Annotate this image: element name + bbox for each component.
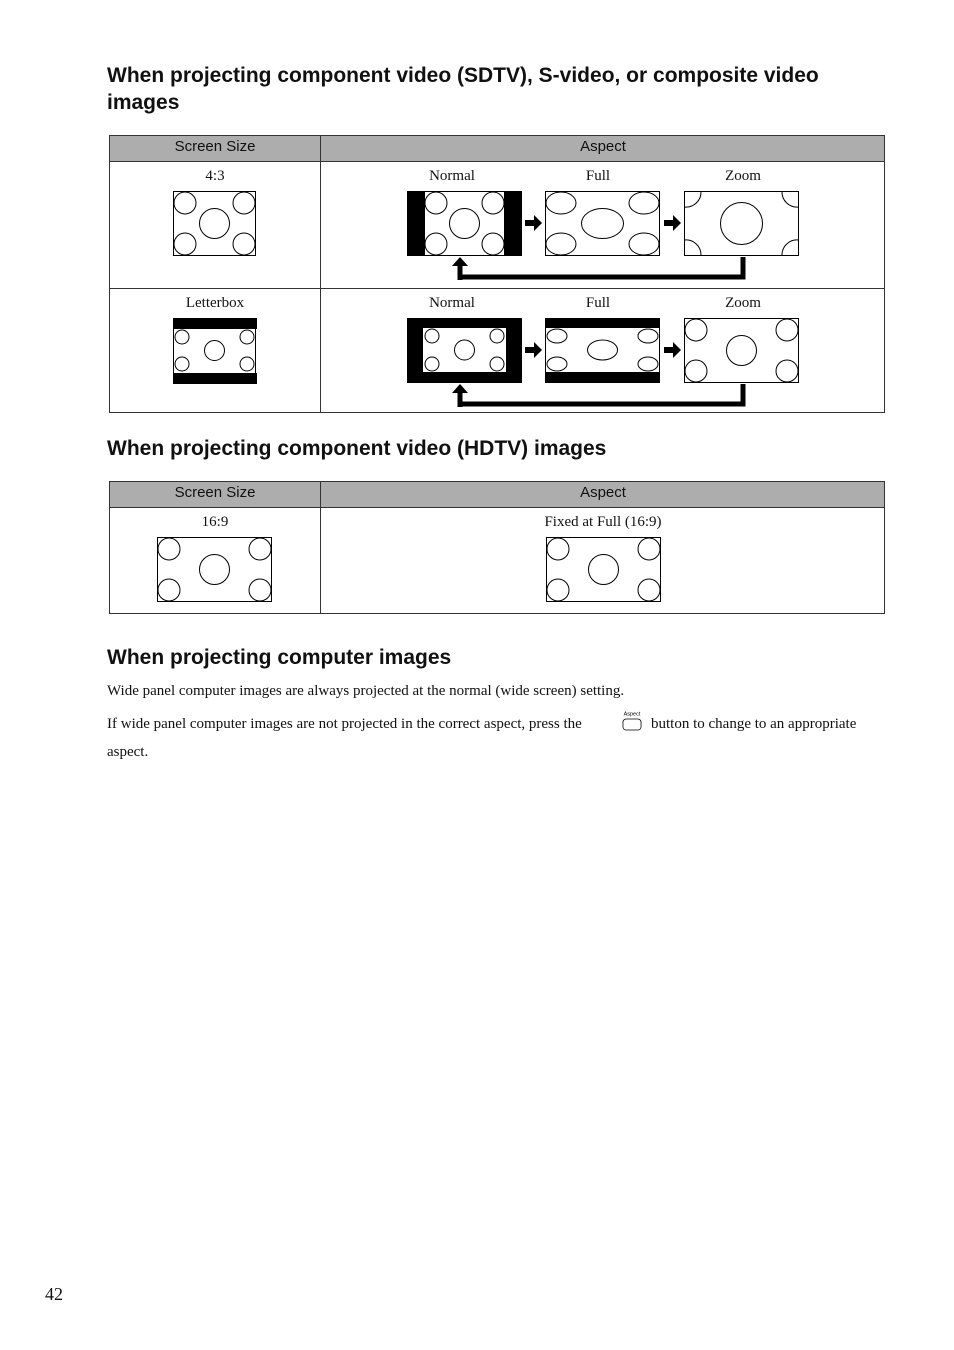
header-screen-size: Screen Size (174, 484, 256, 501)
aspect-table-hdtv (109, 481, 885, 614)
aspect-label-normal: Normal (429, 295, 475, 311)
section-heading-computer: When projecting computer images (107, 646, 452, 669)
paragraph: Wide panel computer images are always projected at the normal (wide screen) setting. (107, 683, 625, 699)
paragraph: button to change to an appropriate (651, 716, 857, 732)
aspect-flow-diagram-4-3 (405, 190, 805, 282)
screen-16-9-icon (157, 537, 273, 603)
aspect-button-label: Aspect (623, 711, 641, 718)
header-aspect: Aspect (580, 484, 626, 501)
header-aspect: Aspect (580, 138, 626, 155)
section-heading-hdtv: When projecting component video (HDTV) images (107, 437, 607, 460)
page-number: 42 (45, 1284, 63, 1304)
screen-size-label: Letterbox (185, 295, 245, 311)
aspect-button-icon (620, 710, 644, 732)
paragraph: aspect. (107, 744, 149, 760)
aspect-fixed-full-icon (546, 537, 662, 603)
screen-letterbox-icon (173, 318, 257, 384)
table-header (110, 136, 884, 162)
section-heading-sdtv: When projecting component video (SDTV), S-video, or composite video images (107, 64, 819, 114)
aspect-label-full: Full (585, 295, 611, 311)
aspect-label-full: Full (585, 168, 611, 184)
aspect-label-zoom: Zoom (725, 168, 761, 184)
aspect-table-sdtv (109, 135, 885, 413)
screen-size-label: 16:9 (201, 514, 229, 530)
header-screen-size: Screen Size (174, 138, 256, 155)
screen-size-label: 4:3 (205, 168, 225, 184)
aspect-label-normal: Normal (429, 168, 475, 184)
aspect-flow-diagram-letterbox (405, 317, 805, 409)
aspect-label-fixed-full: Fixed at Full (16:9) (544, 514, 662, 530)
aspect-label-zoom: Zoom (725, 295, 761, 311)
paragraph: If wide panel computer images are not projected in the correct aspect, press the (107, 716, 582, 732)
screen-4-3-icon (173, 191, 257, 257)
table-header (110, 482, 884, 508)
